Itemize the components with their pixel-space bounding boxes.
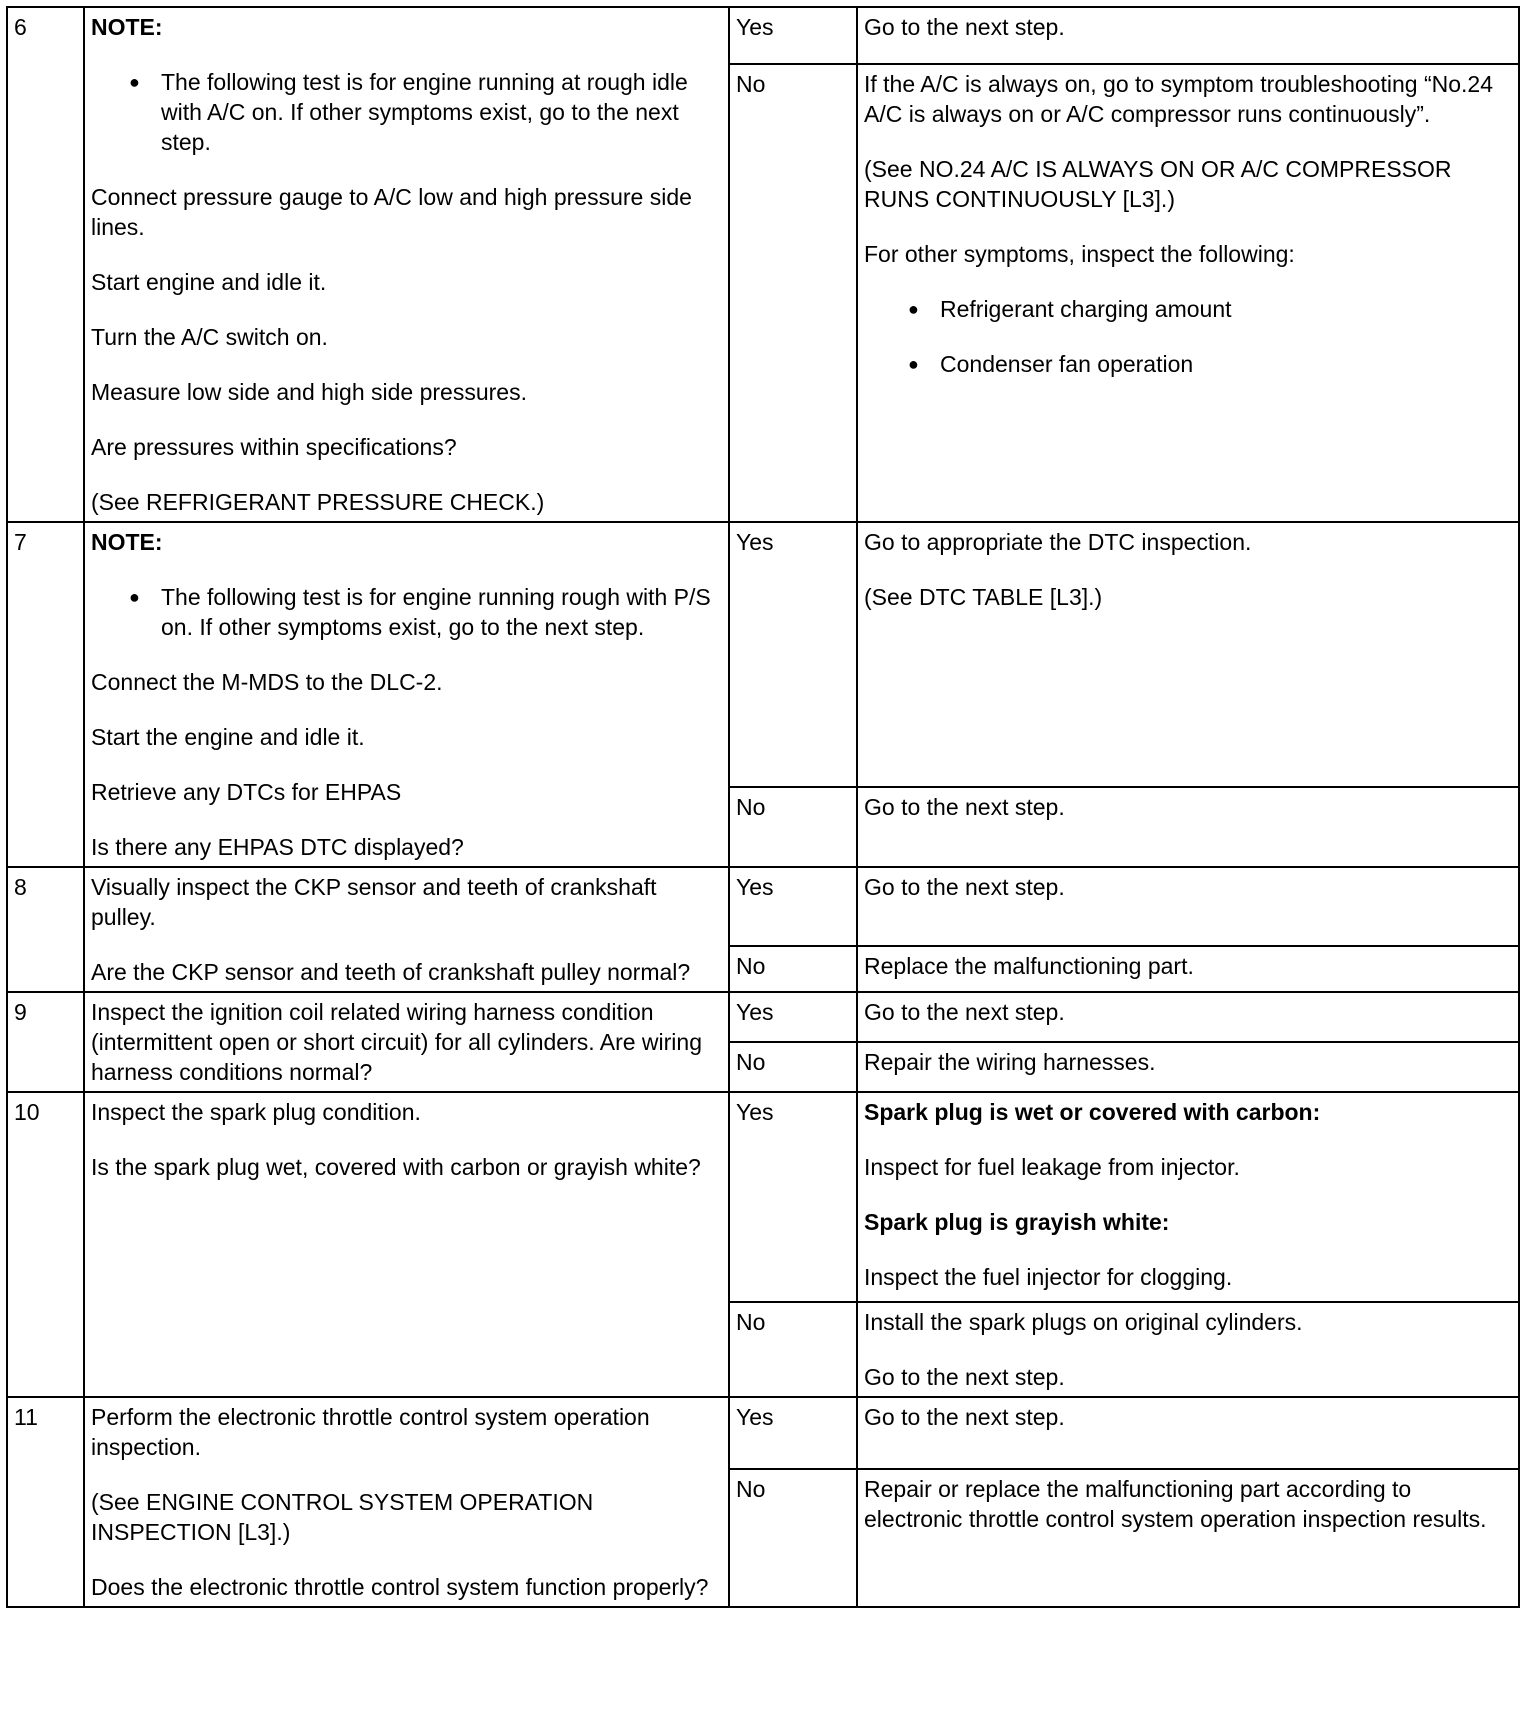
inspection-line: Start engine and idle it. (91, 269, 327, 295)
inspection-line: Are pressures within specifications? (91, 434, 457, 460)
action-line: Go to the next step. (864, 1364, 1065, 1390)
no-label: No (729, 64, 857, 522)
inspection-line: Are the CKP sensor and teeth of crankshaft pulley normal? (91, 959, 691, 985)
action-line: If the A/C is always on, go to symptom troubleshooting “No.24 A/C is always on or A/C compressor runs continuously”. (864, 71, 1493, 127)
yes-action: Go to the next step. (857, 992, 1519, 1042)
inspection-line: Perform the electronic throttle control system operation inspection. (91, 1404, 650, 1460)
step-inspection (84, 7, 729, 522)
inspection-line: Visually inspect the CKP sensor and teeth of crankshaft pulley. (91, 874, 657, 930)
inspection-line: Measure low side and high side pressures. (91, 379, 527, 405)
inspection-line: Connect pressure gauge to A/C low and high pressure side lines. (91, 184, 692, 240)
inspection-line: Connect the M-MDS to the DLC-2. (91, 669, 443, 695)
yes-action: Go to the next step. (857, 7, 1519, 64)
yes-label: Yes (729, 7, 857, 64)
action-line: Inspect the fuel injector for clogging. (864, 1264, 1233, 1290)
action-line: (See NO.24 A/C IS ALWAYS ON OR A/C COMPRESSOR RUNS CONTINUOUSLY [L3].) (864, 156, 1452, 212)
step-inspection (84, 992, 729, 1092)
yes-action: Go to the next step. (857, 867, 1519, 946)
action-line: Inspect for fuel leakage from injector. (864, 1154, 1240, 1180)
note-bullet: ● The following test is for engine running rough with P/S on. If other symptoms exist, go to the next step. (161, 582, 722, 642)
no-label: No (729, 946, 857, 992)
inspection-line: Is there any EHPAS DTC displayed? (91, 834, 464, 860)
no-action (857, 64, 1519, 522)
no-action: Go to the next step. (857, 787, 1519, 867)
step-inspection (84, 522, 729, 867)
table-row-step-7 (7, 522, 1519, 787)
table-row-step-10 (7, 1092, 1519, 1302)
note-list (91, 582, 722, 642)
inspection-line: (See ENGINE CONTROL SYSTEM OPERATION INSPECTION [L3].) (91, 1489, 594, 1545)
table-row-step-8 (7, 867, 1519, 946)
table-row-step-6 (7, 7, 1519, 64)
action-bullet: ● Condenser fan operation (940, 349, 1512, 379)
no-label: No (729, 1302, 857, 1397)
step-inspection (84, 867, 729, 992)
inspection-line: Is the spark plug wet, covered with carbon or grayish white? (91, 1154, 701, 1180)
inspection-line: Retrieve any DTCs for EHPAS (91, 779, 402, 805)
action-heading: Spark plug is grayish white: (864, 1209, 1170, 1235)
step-number: 10 (7, 1092, 84, 1397)
inspection-line: (See REFRIGERANT PRESSURE CHECK.) (91, 489, 545, 515)
step-number: 7 (7, 522, 84, 867)
yes-label: Yes (729, 1397, 857, 1469)
action-bullet: ● Refrigerant charging amount (940, 294, 1512, 324)
table-row-step-9 (7, 992, 1519, 1042)
inspection-line: Turn the A/C switch on. (91, 324, 328, 350)
note-bullet: ● The following test is for engine running at rough idle with A/C on. If other symptoms exist, go to the next step. (161, 67, 722, 157)
step-number: 6 (7, 7, 84, 522)
no-label: No (729, 787, 857, 867)
action-line: Go to appropriate the DTC inspection. (864, 529, 1252, 555)
inspection-line: Start the engine and idle it. (91, 724, 365, 750)
yes-action (857, 522, 1519, 787)
no-action: Repair the wiring harnesses. (857, 1042, 1519, 1092)
yes-action: Go to the next step. (857, 1397, 1519, 1469)
note-label: NOTE: (91, 14, 163, 40)
step-inspection (84, 1092, 729, 1397)
yes-action (857, 1092, 1519, 1302)
troubleshooting-table (6, 6, 1520, 1608)
inspection-line: Inspect the ignition coil related wiring harness condition (intermittent open or short circuit) for all cylinders. Are wiring harness conditions normal? (91, 999, 702, 1085)
action-line: Install the spark plugs on original cylinders. (864, 1309, 1303, 1335)
yes-label: Yes (729, 992, 857, 1042)
yes-label: Yes (729, 522, 857, 787)
no-label: No (729, 1042, 857, 1092)
action-list (864, 294, 1512, 379)
no-action: Repair or replace the malfunctioning part according to electronic throttle control system operation inspection results. (857, 1469, 1519, 1607)
no-label: No (729, 1469, 857, 1607)
yes-label: Yes (729, 867, 857, 946)
step-number: 9 (7, 992, 84, 1092)
action-line: (See DTC TABLE [L3].) (864, 584, 1103, 610)
inspection-line: Inspect the spark plug condition. (91, 1099, 421, 1125)
note-list (91, 67, 722, 157)
step-number: 8 (7, 867, 84, 992)
table-row-step-11 (7, 1397, 1519, 1469)
no-action (857, 1302, 1519, 1397)
action-line: For other symptoms, inspect the following: (864, 241, 1295, 267)
yes-label: Yes (729, 1092, 857, 1302)
note-label: NOTE: (91, 529, 163, 555)
action-heading: Spark plug is wet or covered with carbon: (864, 1099, 1321, 1125)
step-number: 11 (7, 1397, 84, 1607)
inspection-line: Does the electronic throttle control system function properly? (91, 1574, 709, 1600)
no-action: Replace the malfunctioning part. (857, 946, 1519, 992)
step-inspection (84, 1397, 729, 1607)
